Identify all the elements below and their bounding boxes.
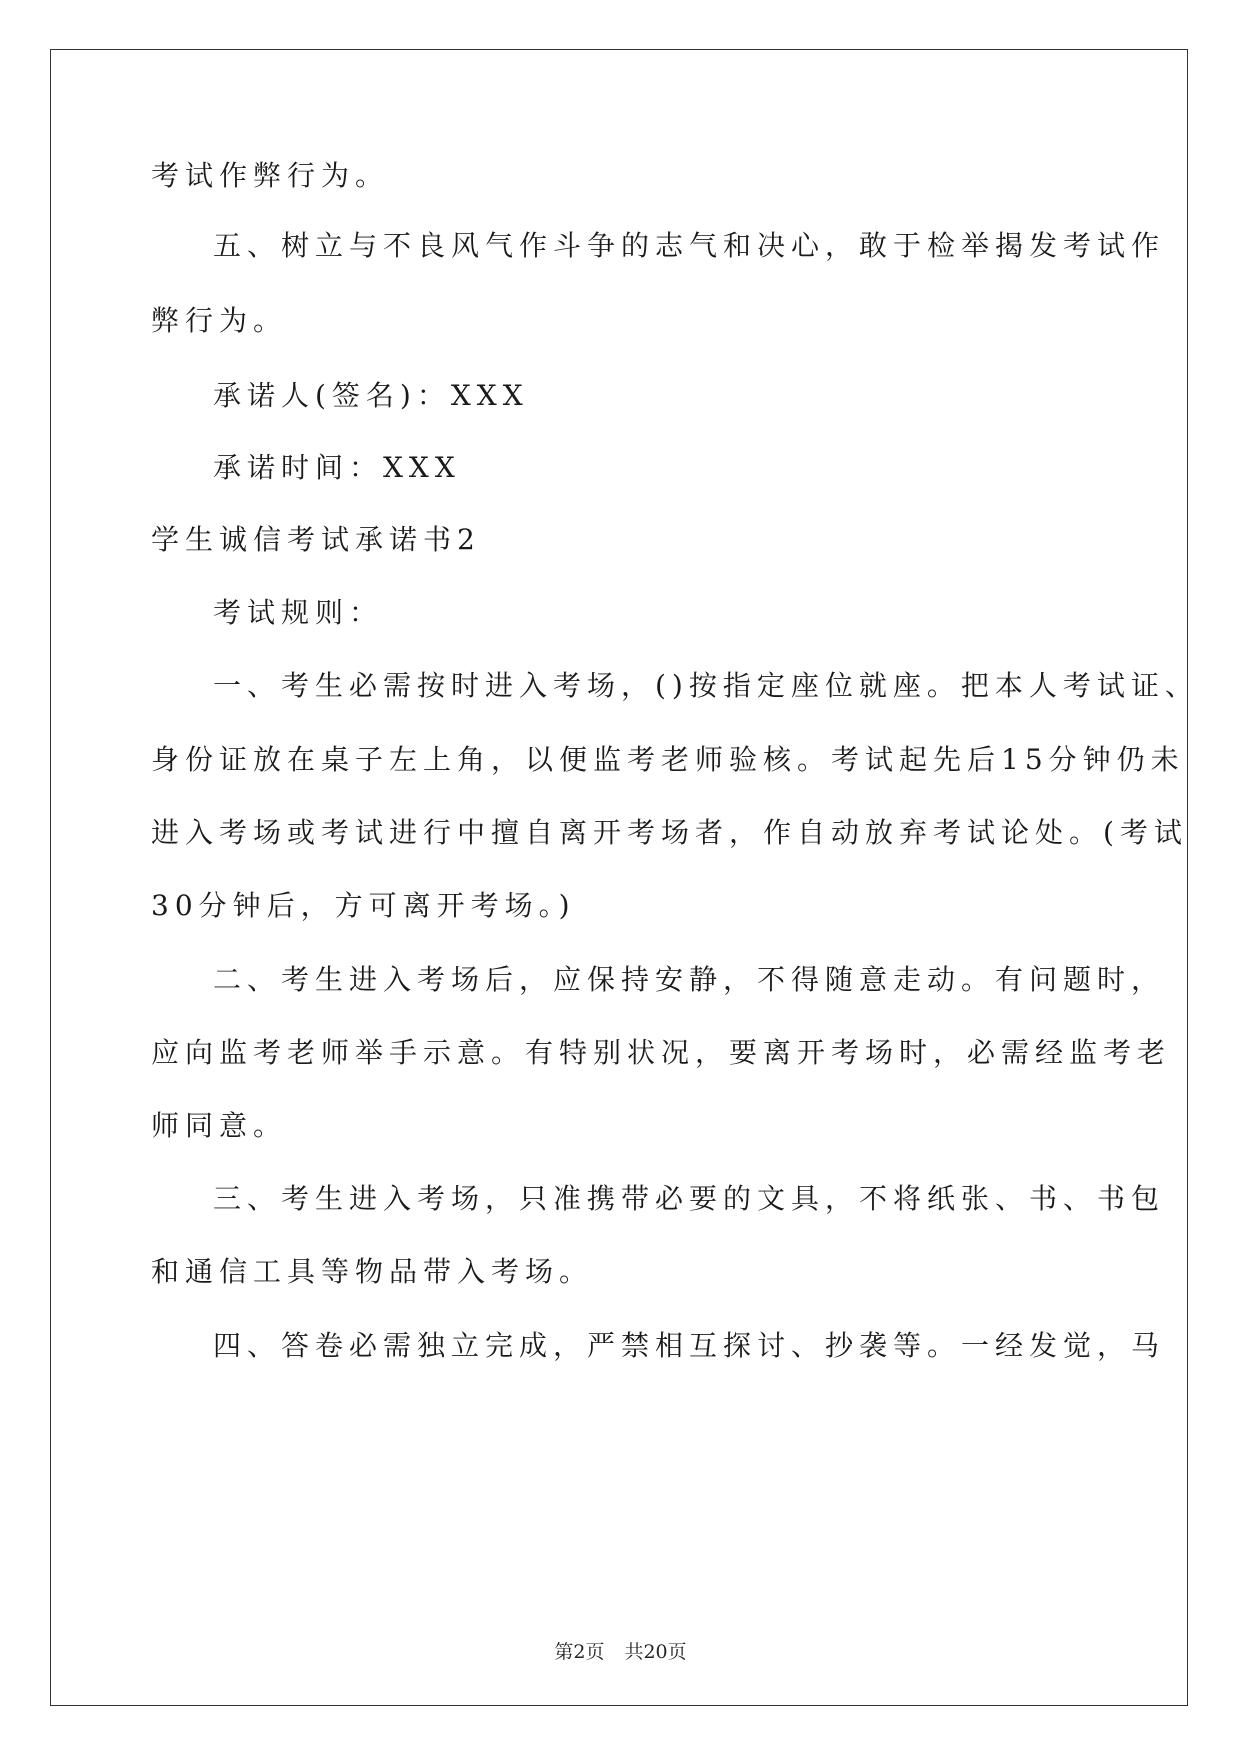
signature-line: 承诺人(签名)：XXX: [213, 379, 529, 412]
rules-heading: 考试规则：: [213, 596, 384, 629]
rule-item-two: 二、考生进入考场后，应保持安静，不得随意走动。有问题时，: [213, 963, 1166, 996]
paragraph-item-five: 五、树立与不良风气作斗争的志气和决心，敢于检举揭发考试作: [213, 229, 1166, 262]
text-line-continuation: 30分钟后，方可离开考场。): [151, 889, 576, 922]
text-line-continuation: 师同意。: [151, 1109, 288, 1142]
rule-item-four: 四、答卷必需独立完成，严禁相互探讨、抄袭等。一经发觉，马: [213, 1329, 1166, 1362]
section-heading: 学生诚信考试承诺书2: [151, 523, 481, 556]
text-line-continuation: 弊行为。: [151, 304, 288, 337]
page-border: [50, 49, 1188, 1706]
page-number-total: 共20页: [624, 1641, 687, 1663]
rule-item-one: 一、考生必需按时进入考场，()按指定座位就座。把本人考试证、: [213, 669, 1199, 702]
text-line-continuation: 和通信工具等物品带入考场。: [151, 1255, 594, 1288]
text-line-continuation: 身份证放在桌子左上角，以便监考老师验核。考试起先后15分钟仍未: [151, 743, 1185, 776]
commitment-date-line: 承诺时间：XXX: [213, 451, 461, 484]
text-line-continuation: 进入考场或考试进行中擅自离开考场者，作自动放弃考试论处。(考试: [151, 816, 1188, 849]
text-line-continuation: 考试作弊行为。: [151, 159, 390, 192]
rule-item-three: 三、考生进入考场，只准携带必要的文具，不将纸张、书、书包: [213, 1182, 1166, 1215]
page-number-current: 第2页: [554, 1641, 605, 1663]
page-footer: [0, 1640, 1241, 1664]
text-line-continuation: 应向监考老师举手示意。有特别状况，要离开考场时，必需经监考老: [151, 1036, 1172, 1069]
